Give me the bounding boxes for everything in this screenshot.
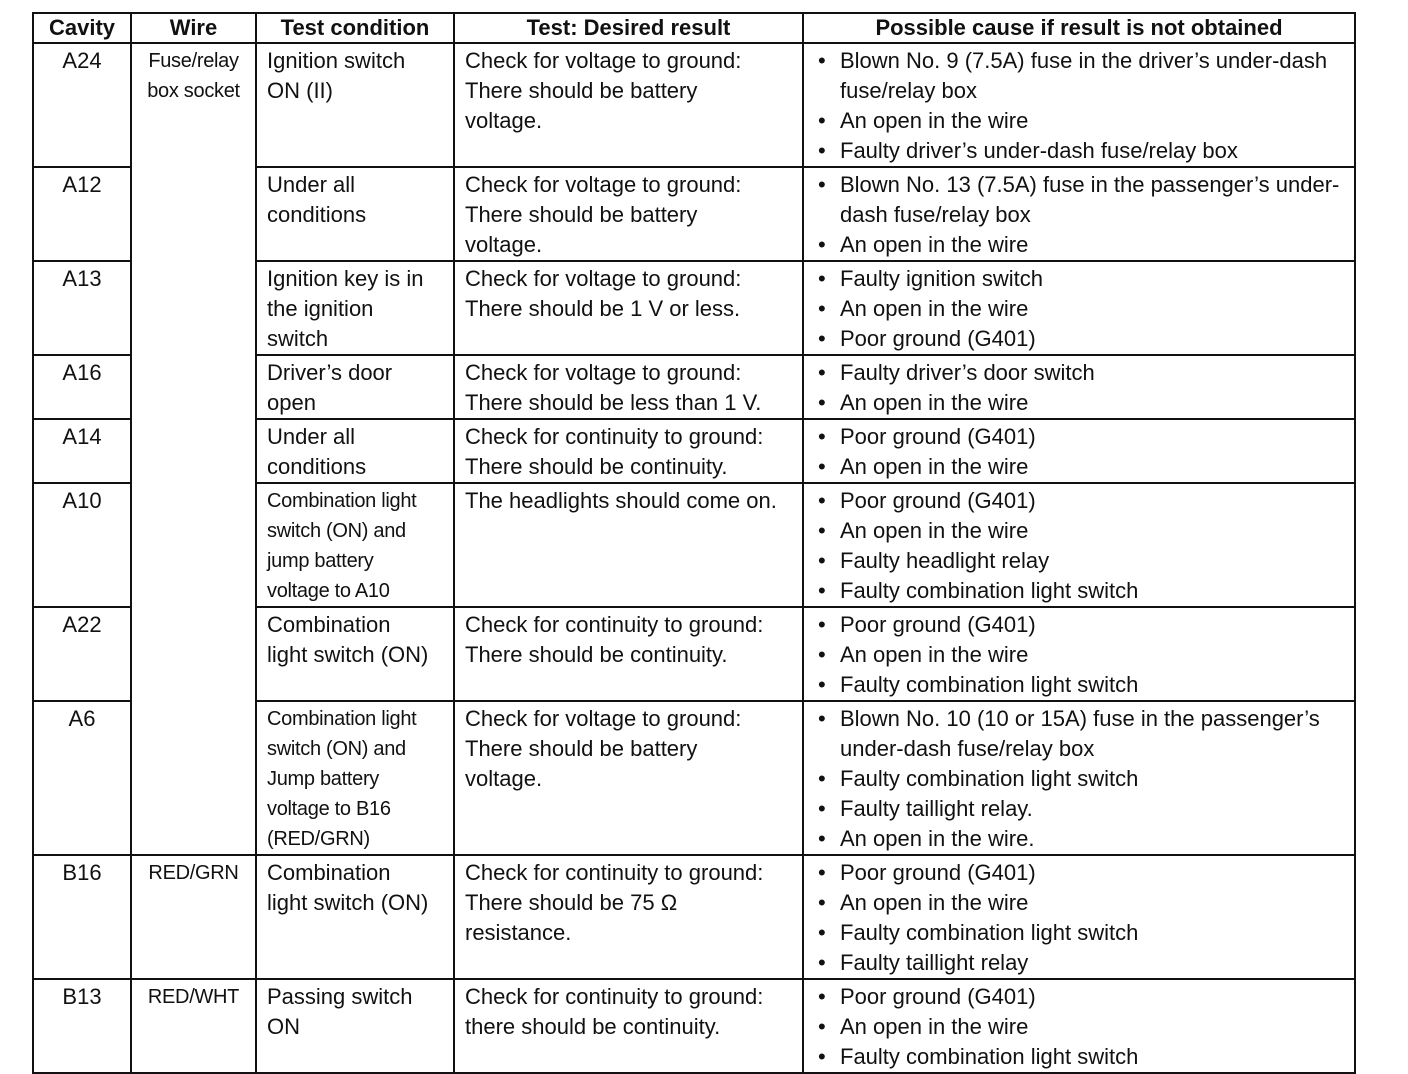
header-test-condition: Test condition (256, 13, 454, 43)
cause-list-item: • An open in the wire. (818, 824, 1352, 854)
cause-list-item: • Faulty combination light switch (818, 764, 1352, 794)
cavity-cell: A16 (33, 355, 131, 419)
desired-result-cell: Check for voltage to ground: There should be battery voltage. (454, 701, 803, 855)
cavity-cell: A24 (33, 43, 131, 167)
troubleshooting-table (32, 12, 1356, 1074)
cavity-cell: B16 (33, 855, 131, 979)
cause-list-item: • Blown No. 10 (10 or 15A) fuse in the passenger’s under-dash fuse/relay box (818, 704, 1352, 764)
table-row (33, 419, 1355, 483)
table-row (33, 607, 1355, 701)
possible-cause-cell (803, 43, 1355, 167)
table-row (33, 167, 1355, 261)
cause-list-item: • An open in the wire (818, 640, 1352, 670)
cause-list-item: • An open in the wire (818, 388, 1352, 418)
desired-result-cell: Check for continuity to ground: There should be 75 Ω resistance. (454, 855, 803, 979)
cause-list-item: • Faulty driver’s door switch (818, 358, 1352, 388)
desired-result-cell: Check for voltage to ground: There should be less than 1 V. (454, 355, 803, 419)
table-row (33, 261, 1355, 355)
test-condition-cell: Ignition key is in the ignition switch (256, 261, 454, 355)
cavity-cell: B13 (33, 979, 131, 1073)
test-condition-cell: Combination light switch (ON) (256, 607, 454, 701)
cause-list-item: • An open in the wire (818, 888, 1352, 918)
wire-cell (131, 355, 256, 419)
cause-list-item: • Poor ground (G401) (818, 324, 1352, 354)
cause-list-item: • Poor ground (G401) (818, 858, 1352, 888)
cavity-cell: A10 (33, 483, 131, 607)
test-condition-cell: Driver’s door open (256, 355, 454, 419)
cause-list-item: • Faulty combination light switch (818, 670, 1352, 700)
header-cavity: Cavity (33, 13, 131, 43)
test-condition-cell: Combination light switch (ON) and jump battery voltage to A10 (256, 483, 454, 607)
wire-cell (131, 167, 256, 261)
header-desired-result: Test: Desired result (454, 13, 803, 43)
possible-cause-cell (803, 261, 1355, 355)
cause-list-item: • An open in the wire (818, 230, 1352, 260)
possible-cause-cell (803, 419, 1355, 483)
desired-result-cell: Check for continuity to ground: there should be continuity. (454, 979, 803, 1073)
header-row (33, 13, 1355, 43)
possible-cause-cell (803, 483, 1355, 607)
possible-cause-cell (803, 979, 1355, 1073)
test-condition-cell: Ignition switch ON (II) (256, 43, 454, 167)
test-condition-cell: Combination light switch (ON) and Jump battery voltage to B16 (RED/GRN) (256, 701, 454, 855)
cavity-cell: A12 (33, 167, 131, 261)
cavity-cell: A14 (33, 419, 131, 483)
desired-result-cell: Check for continuity to ground: There should be continuity. (454, 607, 803, 701)
cause-list-item: • An open in the wire (818, 452, 1352, 482)
possible-cause-cell (803, 607, 1355, 701)
table-row (33, 855, 1355, 979)
desired-result-cell: Check for continuity to ground: There should be continuity. (454, 419, 803, 483)
cause-list-item: • An open in the wire (818, 106, 1352, 136)
cause-list-item: • Poor ground (G401) (818, 982, 1352, 1012)
table-row (33, 483, 1355, 607)
table-row (33, 43, 1355, 167)
cause-list-item: • Faulty combination light switch (818, 1042, 1352, 1072)
wire-cell (131, 701, 256, 855)
cause-list-item: • Faulty taillight relay. (818, 794, 1352, 824)
cause-list-item: • Poor ground (G401) (818, 486, 1352, 516)
header-wire: Wire (131, 13, 256, 43)
wire-cell: RED/WHT (131, 979, 256, 1073)
cause-list-item: • Faulty headlight relay (818, 546, 1352, 576)
desired-result-cell: Check for voltage to ground: There should be 1 V or less. (454, 261, 803, 355)
header-possible-cause: Possible cause if result is not obtained (803, 13, 1355, 43)
wire-cell (131, 419, 256, 483)
troubleshooting-table-container (32, 12, 1354, 1074)
possible-cause-cell (803, 855, 1355, 979)
cause-list-item: • Faulty driver’s under-dash fuse/relay box (818, 136, 1352, 166)
test-condition-cell: Under all conditions (256, 419, 454, 483)
cause-list-item: • An open in the wire (818, 294, 1352, 324)
possible-cause-cell (803, 167, 1355, 261)
desired-result-cell: The headlights should come on. (454, 483, 803, 607)
table-row (33, 701, 1355, 855)
desired-result-cell: Check for voltage to ground: There should be battery voltage. (454, 167, 803, 261)
cause-list-item: • Poor ground (G401) (818, 610, 1352, 640)
possible-cause-cell (803, 355, 1355, 419)
cause-list-item: • Blown No. 13 (7.5A) fuse in the passenger’s under-dash fuse/relay box (818, 170, 1352, 230)
table-row (33, 979, 1355, 1073)
cause-list-item: • Blown No. 9 (7.5A) fuse in the driver’s under-dash fuse/relay box (818, 46, 1352, 106)
cause-list-item: • Faulty combination light switch (818, 918, 1352, 948)
cavity-cell: A13 (33, 261, 131, 355)
cause-list-item: • Faulty taillight relay (818, 948, 1352, 978)
wire-cell (131, 607, 256, 701)
test-condition-cell: Combination light switch (ON) (256, 855, 454, 979)
wire-cell (131, 483, 256, 607)
wire-cell: Fuse/relay box socket (131, 43, 256, 167)
cause-list-item: • Poor ground (G401) (818, 422, 1352, 452)
cause-list-item: • An open in the wire (818, 516, 1352, 546)
cavity-cell: A22 (33, 607, 131, 701)
table-row (33, 355, 1355, 419)
cavity-cell: A6 (33, 701, 131, 855)
cause-list-item: • Faulty ignition switch (818, 264, 1352, 294)
test-condition-cell: Under all conditions (256, 167, 454, 261)
test-condition-cell: Passing switch ON (256, 979, 454, 1073)
cause-list-item: • An open in the wire (818, 1012, 1352, 1042)
cause-list-item: • Faulty combination light switch (818, 576, 1352, 606)
wire-cell (131, 261, 256, 355)
desired-result-cell: Check for voltage to ground: There should be battery voltage. (454, 43, 803, 167)
possible-cause-cell (803, 701, 1355, 855)
wire-cell: RED/GRN (131, 855, 256, 979)
